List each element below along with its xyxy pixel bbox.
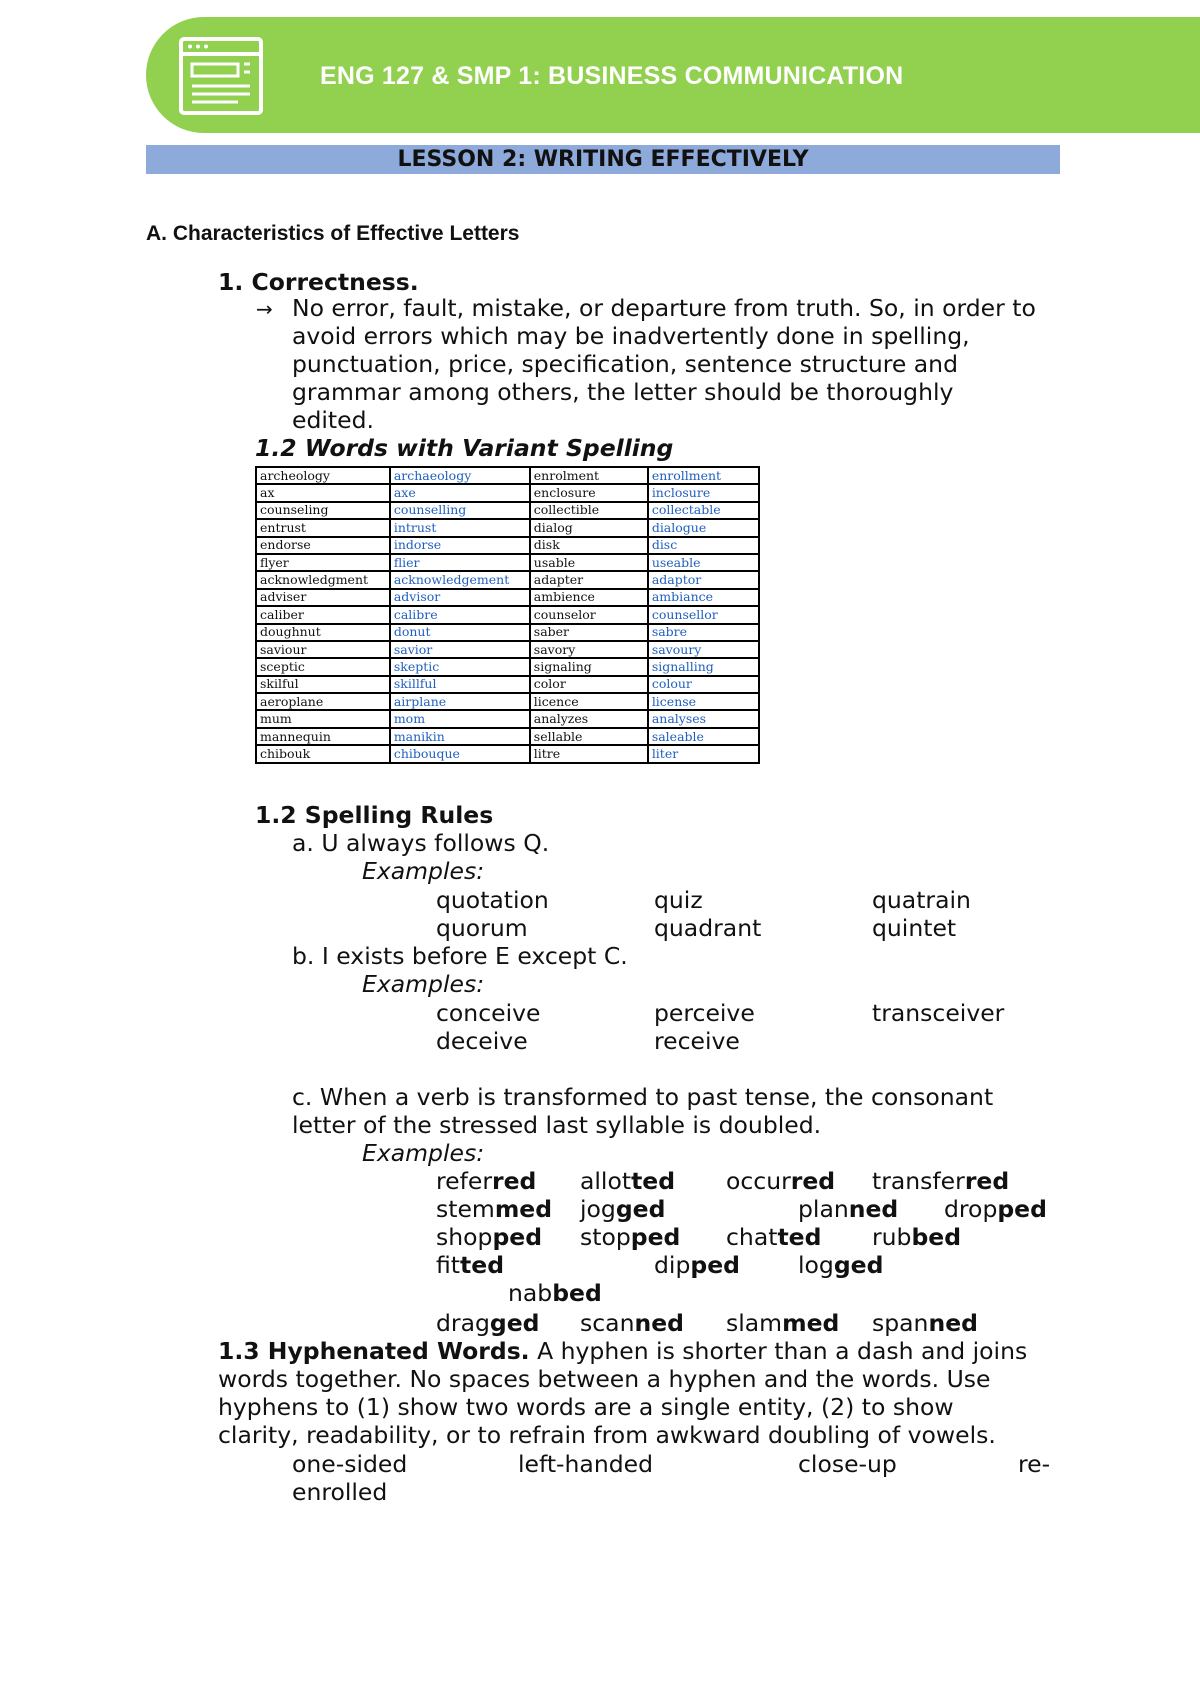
rule-c-text: c. When a verb is transformed to past tense, the consonant (292, 1083, 994, 1111)
example-word: quiz (654, 886, 703, 914)
past-tense-word (872, 1223, 961, 1251)
past-tense-word (436, 1195, 552, 1223)
word-suffix: ged (615, 1195, 666, 1223)
hyphenated-example: one-sided (292, 1450, 408, 1478)
variant-spelling-row (256, 624, 759, 641)
past-tense-word (654, 1251, 740, 1279)
hyphenated-example: re- (1018, 1450, 1051, 1478)
word-suffix: ged (833, 1251, 884, 1279)
variant-spelling-row (256, 710, 759, 727)
variant-spelling-cell: collectable (648, 502, 759, 519)
variant-spelling-row (256, 571, 759, 588)
variant-spelling-cell: mom (390, 710, 530, 727)
variant-spelling-cell: sellable (530, 728, 648, 745)
past-tense-word (726, 1167, 835, 1195)
variant-spelling-cell: dialogue (648, 519, 759, 536)
variant-spelling-cell: counsellor (648, 606, 759, 623)
past-tense-word (580, 1309, 684, 1337)
variant-spelling-cell: signaling (530, 658, 648, 675)
variant-spelling-cell: ambiance (648, 589, 759, 606)
variant-spelling-cell: enrollment (648, 467, 759, 484)
variant-spelling-row (256, 606, 759, 623)
variant-spelling-cell: aeroplane (256, 693, 390, 710)
word-suffix: ned (848, 1195, 899, 1223)
word-suffix: ged (489, 1309, 540, 1337)
course-title: ENG 127 & SMP 1: BUSINESS COMMUNICATION (320, 62, 904, 90)
correctness-line: punctuation, price, specification, sentence structure and (292, 350, 958, 378)
variant-spelling-row (256, 676, 759, 693)
variant-spelling-row (256, 537, 759, 554)
word-stem: allot (580, 1167, 632, 1195)
word-stem: shop (436, 1223, 493, 1251)
variant-spelling-cell: litre (530, 745, 648, 762)
variant-spelling-cell: license (648, 693, 759, 710)
variant-spelling-row (256, 641, 759, 658)
hyphenated-example: enrolled (292, 1478, 388, 1506)
word-suffix: med (782, 1309, 840, 1337)
example-word: perceive (654, 999, 755, 1027)
variant-spelling-cell: calibre (390, 606, 530, 623)
word-stem: stop (580, 1223, 631, 1251)
variant-spelling-row (256, 745, 759, 762)
variant-spelling-table (255, 466, 760, 764)
variant-spelling-cell: archaeology (390, 467, 530, 484)
variant-spelling-cell: counselor (530, 606, 648, 623)
word-suffix: red (492, 1167, 537, 1195)
variant-spelling-cell: enrolment (530, 467, 648, 484)
variant-spelling-cell: savoury (648, 641, 759, 658)
variant-spelling-cell: disk (530, 537, 648, 554)
past-tense-word (436, 1223, 542, 1251)
past-tense-word (872, 1309, 978, 1337)
variant-spelling-row (256, 502, 759, 519)
variant-spelling-row (256, 519, 759, 536)
example-word: conceive (436, 999, 541, 1027)
word-suffix: ped (690, 1251, 740, 1279)
past-tense-word (580, 1223, 680, 1251)
variant-spelling-cell: liter (648, 745, 759, 762)
word-stem: jog (580, 1195, 616, 1223)
variant-spelling-cell: savior (390, 641, 530, 658)
word-stem: transfer (872, 1167, 965, 1195)
word-stem: refer (436, 1167, 492, 1195)
word-stem: slam (726, 1309, 783, 1337)
variant-spelling-cell: mum (256, 710, 390, 727)
variant-spelling-cell: counselling (390, 502, 530, 519)
variant-spelling-cell: flier (390, 554, 530, 571)
variant-spelling-cell: donut (390, 624, 530, 641)
past-tense-word (436, 1251, 504, 1279)
example-word: quintet (872, 914, 957, 942)
past-tense-word (944, 1195, 1047, 1223)
variant-spelling-cell: endorse (256, 537, 390, 554)
word-suffix: ted (631, 1167, 676, 1195)
variant-spelling-cell: flyer (256, 554, 390, 571)
hyphenated-heading: 1.3 Hyphenated Words. (218, 1337, 530, 1365)
variant-spelling-cell: airplane (390, 693, 530, 710)
example-word: deceive (436, 1027, 528, 1055)
variant-spelling-cell: inclosure (648, 484, 759, 501)
variant-spelling-cell: ax (256, 484, 390, 501)
word-stem: fit (436, 1251, 461, 1279)
variant-spelling-cell: saber (530, 624, 648, 641)
variant-spelling-cell: collectible (530, 502, 648, 519)
variant-spelling-cell: axe (390, 484, 530, 501)
examples-label: Examples: (362, 970, 485, 998)
hyphenated-text: A hyphen is shorter than a dash and joins (529, 1337, 1028, 1365)
variant-spelling-cell: acknowledgment (256, 571, 390, 588)
past-tense-word (798, 1251, 883, 1279)
variant-spelling-cell: sceptic (256, 658, 390, 675)
example-word: quatrain (872, 886, 971, 914)
variant-spelling-row (256, 467, 759, 484)
variant-spelling-cell: counseling (256, 502, 390, 519)
rule-b-text: b. I exists before E except C. (292, 942, 628, 970)
variant-spelling-cell: archeology (256, 467, 390, 484)
variant-spelling-cell: manikin (390, 728, 530, 745)
word-suffix: bed (911, 1223, 962, 1251)
past-tense-word (580, 1167, 675, 1195)
word-suffix: ted (777, 1223, 822, 1251)
past-tense-word (726, 1223, 821, 1251)
variant-spelling-cell: enclosure (530, 484, 648, 501)
examples-label: Examples: (362, 857, 485, 885)
document-window-icon (178, 36, 264, 116)
example-word: quorum (436, 914, 528, 942)
hyphenated-example: close-up (798, 1450, 897, 1478)
spelling-rules-heading: 1.2 Spelling Rules (255, 801, 494, 829)
word-suffix: ped (492, 1223, 543, 1251)
word-suffix: med (494, 1195, 553, 1223)
variant-spelling-cell: entrust (256, 519, 390, 536)
variant-spelling-cell: dialog (530, 519, 648, 536)
variant-spelling-heading: 1.2 Words with Variant Spelling (255, 434, 674, 462)
word-stem: drag (436, 1309, 490, 1337)
variant-spelling-cell: chibouk (256, 745, 390, 762)
correctness-line: avoid errors which may be inadvertently done in spelling, (292, 322, 970, 350)
variant-spelling-cell: analyzes (530, 710, 648, 727)
example-word: receive (654, 1027, 740, 1055)
word-suffix: ned (634, 1309, 684, 1337)
variant-spelling-cell: analyses (648, 710, 759, 727)
past-tense-word (436, 1309, 540, 1337)
section-a-heading: A. Characteristics of Effective Letters (146, 222, 520, 245)
hyphenated-paragraph-line (218, 1337, 1027, 1365)
variant-spelling-cell: color (530, 676, 648, 693)
variant-spelling-row (256, 728, 759, 745)
past-tense-word (580, 1195, 665, 1223)
correctness-line: edited. (292, 406, 374, 434)
word-stem: chat (726, 1223, 778, 1251)
word-stem: nab (508, 1279, 553, 1307)
variant-spelling-cell: doughnut (256, 624, 390, 641)
variant-spelling-cell: saviour (256, 641, 390, 658)
variant-spelling-cell: signalling (648, 658, 759, 675)
variant-spelling-cell: adaptor (648, 571, 759, 588)
correctness-heading: 1. Correctness. (218, 268, 419, 296)
word-suffix: red (964, 1167, 1010, 1195)
word-suffix: ped (630, 1223, 681, 1251)
hyphenated-example: left-handed (518, 1450, 654, 1478)
word-stem: occur (726, 1167, 791, 1195)
word-stem: stem (436, 1195, 495, 1223)
variant-spelling-cell: skeptic (390, 658, 530, 675)
variant-spelling-row (256, 693, 759, 710)
variant-spelling-cell: sabre (648, 624, 759, 641)
variant-spelling-cell: adviser (256, 589, 390, 606)
variant-spelling-cell: saleable (648, 728, 759, 745)
variant-spelling-cell: caliber (256, 606, 390, 623)
variant-spelling-row (256, 589, 759, 606)
example-word: quotation (436, 886, 549, 914)
word-suffix: ned (928, 1309, 978, 1337)
hyphenated-paragraph-line: hyphens to (1) show two words are a single entity, (2) to show (218, 1393, 954, 1421)
variant-spelling-cell: advisor (390, 589, 530, 606)
variant-spelling-cell: adapter (530, 571, 648, 588)
examples-label: Examples: (362, 1139, 485, 1167)
variant-spelling-cell: intrust (390, 519, 530, 536)
correctness-line: No error, fault, mistake, or departure from truth. So, in order to (292, 294, 1036, 322)
variant-spelling-cell: acknowledgement (390, 571, 530, 588)
variant-spelling-cell: colour (648, 676, 759, 693)
word-stem: scan (580, 1309, 635, 1337)
variant-spelling-cell: usable (530, 554, 648, 571)
word-stem: plan (798, 1195, 849, 1223)
past-tense-word (798, 1195, 898, 1223)
past-tense-word (726, 1309, 839, 1337)
word-suffix: ped (997, 1195, 1047, 1223)
arrow-icon: → (256, 297, 273, 321)
variant-spelling-row (256, 658, 759, 675)
rule-c-text: letter of the stressed last syllable is doubled. (292, 1111, 822, 1139)
word-suffix: ted (460, 1251, 505, 1279)
variant-spelling-row (256, 554, 759, 571)
correctness-line: grammar among others, the letter should be thoroughly (292, 378, 954, 406)
hyphenated-paragraph-line: words together. No spaces between a hyphen and the words. Use (218, 1365, 991, 1393)
word-stem: drop (944, 1195, 998, 1223)
hyphenated-paragraph-line: clarity, readability, or to refrain from awkward doubling of vowels. (218, 1421, 996, 1449)
word-stem: rub (872, 1223, 912, 1251)
variant-spelling-cell: disc (648, 537, 759, 554)
past-tense-word (508, 1279, 602, 1307)
example-word: quadrant (654, 914, 762, 942)
word-suffix: red (790, 1167, 836, 1195)
variant-spelling-cell: savory (530, 641, 648, 658)
word-stem: span (872, 1309, 929, 1337)
variant-spelling-row (256, 484, 759, 501)
example-word: transceiver (872, 999, 1005, 1027)
variant-spelling-cell: ambience (530, 589, 648, 606)
word-stem: dip (654, 1251, 691, 1279)
past-tense-word (436, 1167, 536, 1195)
rule-a-text: a. U always follows Q. (292, 829, 550, 857)
variant-spelling-cell: skillful (390, 676, 530, 693)
word-stem: log (798, 1251, 834, 1279)
variant-spelling-cell: mannequin (256, 728, 390, 745)
variant-spelling-cell: chibouque (390, 745, 530, 762)
variant-spelling-cell: indorse (390, 537, 530, 554)
word-suffix: bed (552, 1279, 602, 1307)
variant-spelling-cell: skilful (256, 676, 390, 693)
past-tense-word (872, 1167, 1009, 1195)
variant-spelling-cell: licence (530, 693, 648, 710)
variant-spelling-cell: useable (648, 554, 759, 571)
lesson-title: LESSON 2: WRITING EFFECTIVELY (397, 147, 809, 172)
